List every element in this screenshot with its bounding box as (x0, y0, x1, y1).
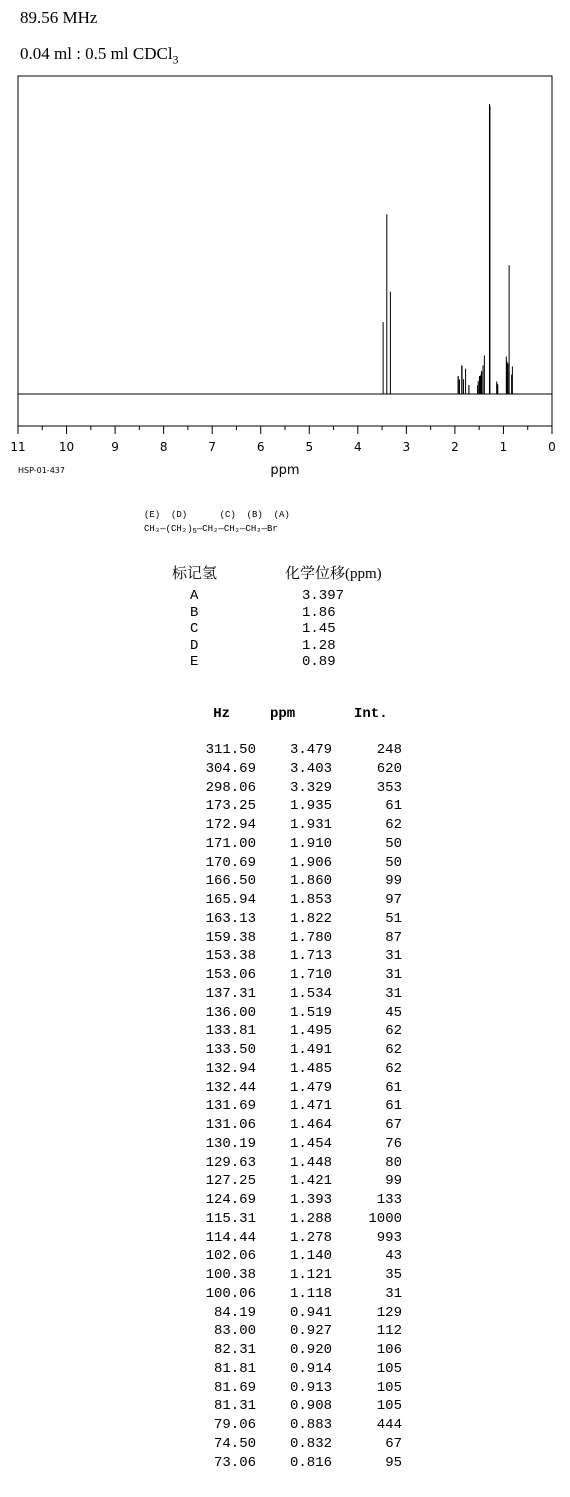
peak-row (170, 1080, 430, 1099)
peak-row (170, 1436, 430, 1455)
peak-hz: 129.63 (205, 1154, 256, 1171)
peak-ppm: 1.479 (289, 1079, 332, 1096)
peak-hz: 124.69 (205, 1192, 256, 1208)
peak-int: 62 (385, 817, 402, 833)
peak-row (170, 761, 430, 780)
peak-ppm: 1.710 (289, 967, 332, 983)
peak-row (170, 1042, 430, 1061)
peak-row (170, 967, 430, 986)
peak-ppm: 1.471 (289, 1098, 332, 1115)
peak-row (170, 1380, 430, 1399)
peak-int: 97 (385, 892, 402, 908)
peak-ppm: 3.479 (289, 742, 332, 758)
peak-hz: 298.06 (205, 779, 256, 796)
x-tick-label: 10 (58, 440, 75, 454)
peak-int: 67 (385, 1435, 402, 1452)
peak-ppm: 0.941 (289, 1304, 332, 1321)
x-tick-label: 7 (208, 440, 217, 454)
peak-ppm: 1.454 (289, 1135, 332, 1152)
x-axis-ticks (10, 426, 555, 454)
peak-int: 31 (385, 967, 402, 983)
formula-subscript: 5 (192, 528, 197, 536)
peak-ppm: 0.920 (289, 1342, 332, 1358)
x-tick-label: 6 (256, 440, 265, 454)
peak-int: 67 (385, 1117, 402, 1133)
peak-hz: 136.00 (205, 1004, 256, 1021)
peak-hz: 130.19 (205, 1135, 256, 1152)
x-tick-label: 3 (402, 440, 411, 454)
peak-ppm: 1.519 (289, 1004, 332, 1021)
peak-ppm: 1.288 (289, 1210, 332, 1227)
peak-row (170, 1455, 430, 1474)
peak-row (170, 855, 430, 874)
peak-ppm: 1.140 (289, 1248, 332, 1265)
peak-row (170, 911, 430, 930)
peak-hz: 100.38 (205, 1267, 256, 1283)
peak-row (170, 1248, 430, 1267)
peak-int: 105 (376, 1360, 402, 1377)
shift-table-header (170, 562, 440, 588)
peak-row (170, 930, 430, 949)
peak-hz: 304.69 (205, 760, 256, 777)
peak-hz: 132.94 (205, 1060, 256, 1077)
peak-hz: 83.00 (213, 1323, 256, 1340)
peak-ppm: 1.491 (289, 1042, 332, 1058)
peak-hz: 81.69 (213, 1379, 256, 1396)
molecule-structure (144, 508, 290, 539)
peak-hz: 131.06 (205, 1117, 256, 1133)
peak-hz: 170.69 (205, 854, 256, 871)
peak-int: 620 (376, 760, 402, 777)
peak-row (170, 1155, 430, 1174)
peak-int: 35 (385, 1267, 402, 1283)
plot-frame (18, 76, 552, 426)
peak-int: 31 (385, 1285, 402, 1302)
peak-hz: 81.31 (213, 1398, 256, 1415)
peak-ppm: 3.329 (289, 779, 332, 796)
peak-ppm: 1.910 (289, 835, 332, 852)
shift-label: A (190, 588, 199, 604)
shift-row (170, 605, 440, 622)
peak-hz: 74.50 (213, 1435, 256, 1452)
peak-int: 248 (376, 742, 402, 758)
peak-list-table (170, 706, 430, 1473)
frequency-label: 89.56 MHz (20, 8, 98, 27)
shift-value: 3.397 (302, 588, 345, 604)
shift-row (170, 621, 440, 638)
peak-ppm: 1.780 (289, 929, 332, 946)
peak-int: 133 (376, 1192, 402, 1208)
peak-ppm: 1.860 (289, 873, 332, 890)
peak-ppm: 1.534 (289, 985, 332, 1002)
peak-row (170, 1230, 430, 1249)
peak-row (170, 1136, 430, 1155)
peak-hz: 84.19 (213, 1304, 256, 1321)
peak-ppm: 0.908 (289, 1398, 332, 1415)
x-tick-label: 0 (548, 440, 556, 454)
shift-value: 0.89 (302, 654, 336, 670)
peak-row (170, 892, 430, 911)
shift-assignment-table (170, 562, 440, 671)
x-tick-label: 4 (353, 440, 362, 454)
peak-hz: 166.50 (205, 873, 256, 890)
shift-label: D (190, 637, 199, 654)
peak-ppm: 1.931 (289, 817, 332, 833)
formula-part-2: —CH₂—CH₂—CH₂—Br (196, 524, 278, 534)
peak-int: 31 (385, 948, 402, 965)
peak-int: 45 (385, 1004, 402, 1021)
peak-ppm: 1.464 (289, 1117, 332, 1133)
peak-row (170, 1323, 430, 1342)
shift-row (170, 638, 440, 655)
header-int: Int. (354, 706, 388, 722)
peak-int: 61 (385, 1098, 402, 1115)
peak-int: 62 (385, 1023, 402, 1040)
spectrum-code: HSP-01-437 (18, 466, 65, 475)
peak-row (170, 1023, 430, 1042)
peak-ppm: 1.485 (289, 1060, 332, 1077)
peak-row (170, 1361, 430, 1380)
peak-int: 31 (385, 985, 402, 1002)
peak-int: 51 (385, 910, 402, 927)
peak-int: 76 (385, 1135, 402, 1152)
peak-row (170, 873, 430, 892)
peak-int: 99 (385, 1173, 402, 1190)
peak-ppm: 1.121 (289, 1267, 332, 1283)
peak-int: 993 (376, 1229, 402, 1246)
peak-hz: 115.31 (205, 1210, 256, 1227)
peak-ppm: 1.448 (289, 1154, 332, 1171)
peak-row (170, 1061, 430, 1080)
peak-row (170, 780, 430, 799)
peak-hz: 163.13 (205, 910, 256, 927)
peak-hz: 133.50 (205, 1042, 256, 1058)
peak-int: 62 (385, 1060, 402, 1077)
peak-hz: 311.50 (205, 742, 256, 758)
shift-table-body (170, 588, 440, 671)
peak-hz: 159.38 (205, 929, 256, 946)
peak-ppm: 1.495 (289, 1023, 332, 1040)
peak-ppm: 0.883 (289, 1417, 332, 1433)
peak-ppm: 1.713 (289, 948, 332, 965)
shift-label: C (190, 621, 199, 637)
peak-hz: 153.06 (205, 967, 256, 983)
peak-int: 105 (376, 1398, 402, 1415)
peak-row (170, 986, 430, 1005)
peak-ppm: 0.927 (289, 1323, 332, 1340)
peak-row (170, 1098, 430, 1117)
structure-formula (144, 522, 290, 539)
peak-hz: 133.81 (205, 1023, 256, 1040)
x-tick-label: 2 (451, 440, 459, 454)
shift-value: 1.86 (302, 604, 336, 621)
peak-row (170, 1305, 430, 1324)
peak-ppm: 0.832 (289, 1435, 332, 1452)
x-tick-label: 9 (111, 440, 119, 454)
peak-int: 50 (385, 835, 402, 852)
peak-hz: 82.31 (213, 1342, 256, 1358)
peak-hz: 114.44 (205, 1229, 256, 1246)
peak-int: 99 (385, 873, 402, 890)
peak-row (170, 1342, 430, 1361)
peak-int: 43 (385, 1248, 402, 1265)
peak-row (170, 836, 430, 855)
peak-table-body (170, 742, 430, 1473)
peak-int: 444 (376, 1417, 402, 1433)
peak-int: 62 (385, 1042, 402, 1058)
peak-ppm: 1.822 (289, 910, 332, 927)
shift-value: 1.28 (302, 637, 336, 654)
peak-hz: 79.06 (213, 1417, 256, 1433)
x-tick-label: 8 (159, 440, 168, 454)
header-chemical-shift: 化学位移(ppm) (285, 566, 382, 582)
spectrum-peaks (18, 104, 552, 394)
sample-text: 0.04 ml : 0.5 ml CDCl (20, 44, 173, 63)
peak-hz: 171.00 (205, 835, 256, 852)
peak-hz: 132.44 (205, 1079, 256, 1096)
peak-int: 1000 (368, 1210, 402, 1227)
shift-label: E (190, 654, 199, 670)
peak-ppm: 0.914 (289, 1360, 332, 1377)
x-tick-label: 11 (10, 440, 26, 454)
peak-row (170, 1417, 430, 1436)
peak-int: 106 (376, 1342, 402, 1358)
peak-ppm: 1.421 (289, 1173, 332, 1190)
shift-label: B (190, 604, 199, 621)
peak-int: 80 (385, 1154, 402, 1171)
header-hz: Hz (213, 706, 230, 722)
peak-hz: 81.81 (213, 1360, 256, 1377)
peak-row (170, 1192, 430, 1211)
peak-row (170, 1267, 430, 1286)
peak-int: 95 (385, 1454, 402, 1471)
peak-ppm: 1.393 (289, 1192, 332, 1208)
peak-ppm: 1.935 (289, 798, 332, 815)
peak-int: 353 (376, 779, 402, 796)
structure-labels: (E) (D) (C) (B) (A) (144, 510, 290, 520)
peak-hz: 102.06 (205, 1248, 256, 1265)
peak-ppm: 1.278 (289, 1229, 332, 1246)
peak-int: 61 (385, 1079, 402, 1096)
peak-hz: 131.69 (205, 1098, 256, 1115)
peak-int: 61 (385, 798, 402, 815)
peak-row (170, 1286, 430, 1305)
peak-ppm: 1.853 (289, 892, 332, 908)
x-tick-label: 5 (305, 440, 314, 454)
peak-hz: 100.06 (205, 1285, 256, 1302)
peak-ppm: 1.118 (289, 1285, 332, 1302)
peak-hz: 127.25 (205, 1173, 256, 1190)
peak-int: 129 (376, 1304, 402, 1321)
peak-row (170, 1211, 430, 1230)
peak-row (170, 1173, 430, 1192)
x-axis-label: ppm (270, 463, 300, 478)
shift-row (170, 588, 440, 605)
peak-hz: 173.25 (205, 798, 256, 815)
peak-row (170, 1117, 430, 1136)
peak-int: 112 (376, 1323, 402, 1340)
peak-hz: 137.31 (205, 985, 256, 1002)
shift-row (170, 654, 440, 671)
peak-int: 105 (376, 1379, 402, 1396)
sample-subscript: 3 (172, 52, 179, 67)
peak-hz: 172.94 (205, 817, 256, 833)
shift-value: 1.45 (302, 621, 336, 637)
peak-hz: 153.38 (205, 948, 256, 965)
peak-int: 50 (385, 854, 402, 871)
peak-row (170, 1398, 430, 1417)
header-ppm: ppm (270, 706, 296, 722)
x-tick-label: 1 (499, 440, 508, 454)
peak-ppm: 0.913 (289, 1379, 332, 1396)
peak-ppm: 0.816 (289, 1454, 332, 1471)
peak-table-header (170, 706, 430, 742)
peak-hz: 165.94 (205, 892, 256, 908)
peak-ppm: 1.906 (289, 854, 332, 871)
peak-row (170, 948, 430, 967)
peak-ppm: 3.403 (289, 760, 332, 777)
peak-hz: 73.06 (213, 1454, 256, 1471)
peak-row (170, 1005, 430, 1024)
peak-row (170, 817, 430, 836)
peak-row (170, 798, 430, 817)
peak-row (170, 742, 430, 761)
formula-part-1: CH₃—(CH₂) (144, 524, 193, 534)
header-hydrogen-label: 标记氢 (172, 566, 218, 582)
peak-int: 87 (385, 929, 402, 946)
